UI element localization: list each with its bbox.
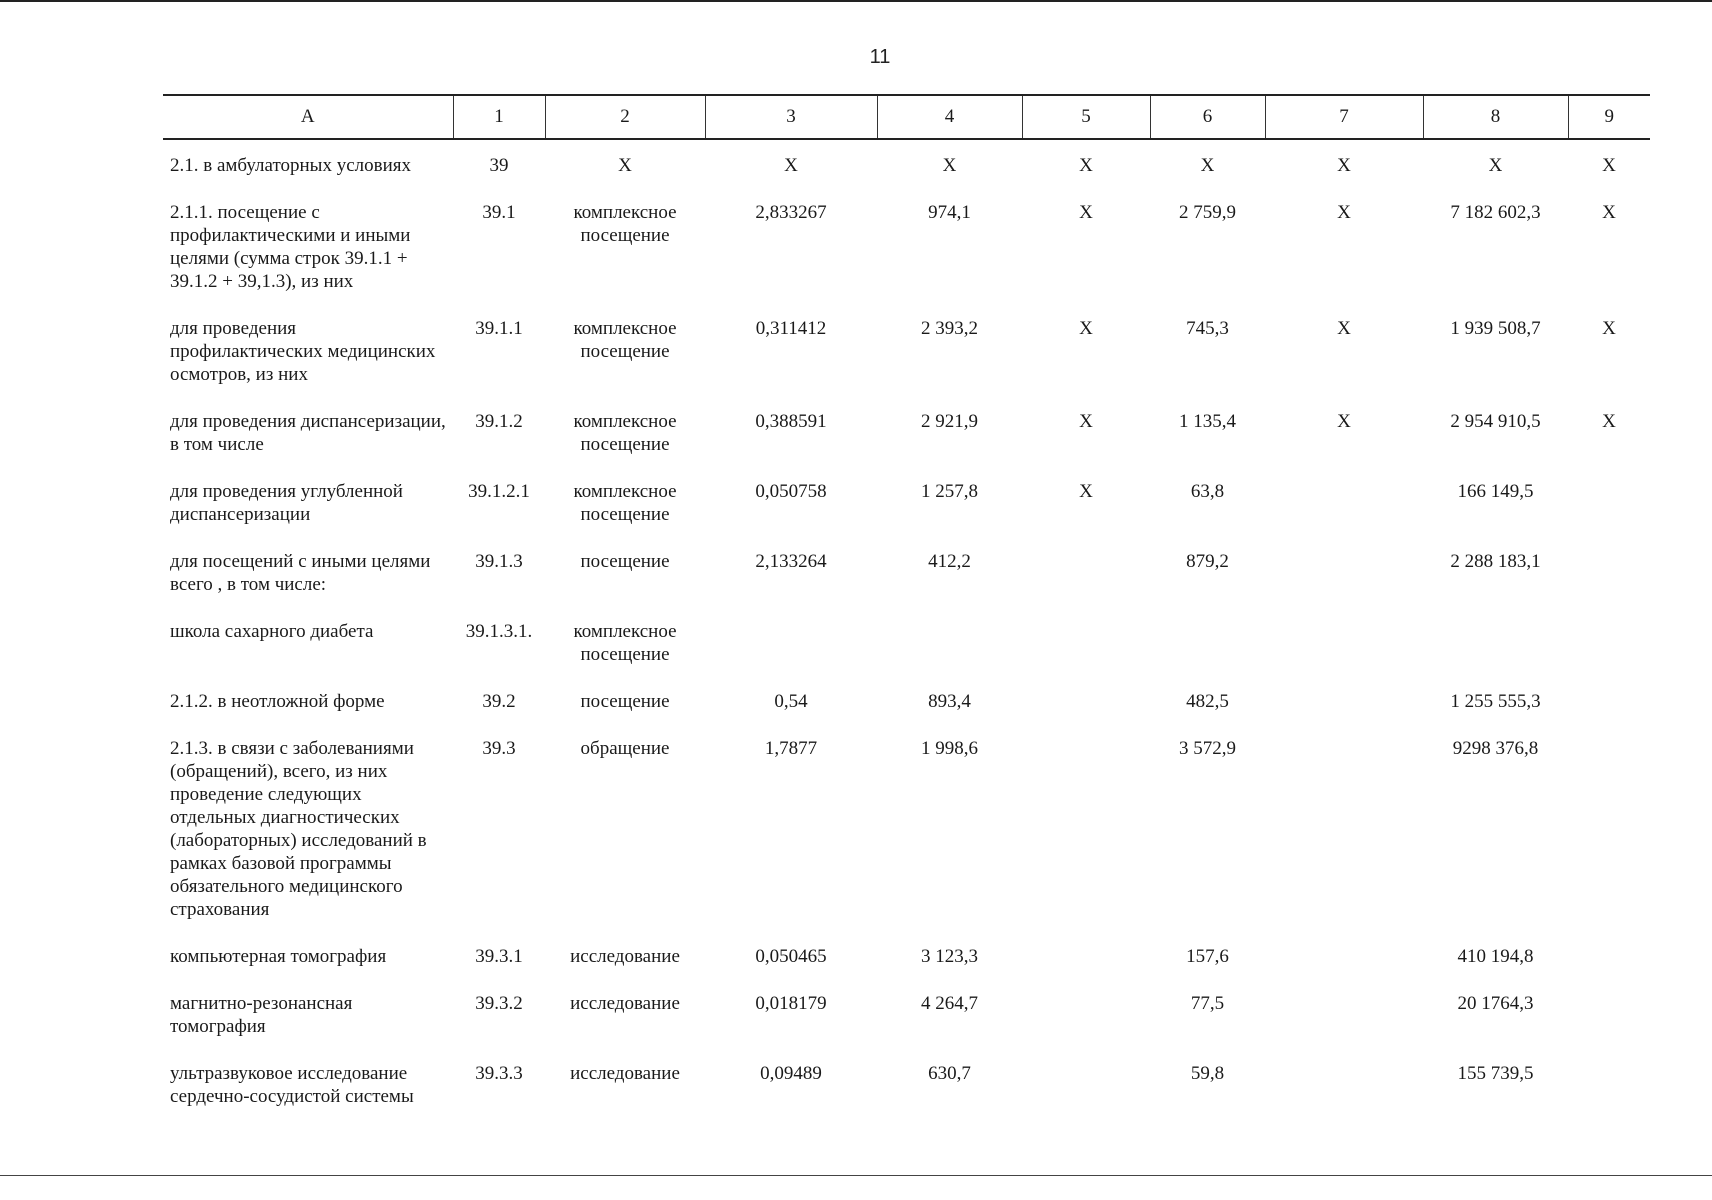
table-cell	[1568, 536, 1650, 606]
table-cell: 39.3.2	[475, 993, 523, 1014]
table-row	[163, 978, 1650, 1048]
row-label-cell: для посещений с иными целями всего , в том числе:	[170, 551, 431, 595]
table-cell	[1265, 676, 1423, 723]
table-cell: 39	[489, 155, 509, 176]
table-cell: 39.1	[482, 202, 516, 223]
table-cell: Х	[1337, 202, 1351, 223]
bottom-border-line	[0, 1175, 1712, 1176]
table-cell: посещение	[580, 691, 670, 712]
table-cell	[1022, 606, 1150, 676]
column-header: 5	[1022, 95, 1150, 139]
table-cell: 0,54	[774, 691, 808, 712]
column-header: 4	[877, 95, 1022, 139]
data-table	[163, 94, 1650, 1118]
table-cell	[1265, 978, 1423, 1048]
table-cell	[1022, 978, 1150, 1048]
table-cell: 155 739,5	[1457, 1063, 1534, 1084]
table-cell: исследование	[570, 993, 680, 1014]
table-cell: 59,8	[1190, 1063, 1225, 1084]
top-border-line	[0, 0, 1712, 2]
table-row	[163, 931, 1650, 978]
table-cell: 974,1	[928, 202, 971, 223]
table-cell	[877, 606, 1022, 676]
table-cell: 77,5	[1190, 993, 1225, 1014]
table-row	[163, 187, 1650, 303]
table-cell: 0,09489	[760, 1063, 822, 1084]
table-cell: 630,7	[928, 1063, 971, 1084]
table-cell	[1022, 536, 1150, 606]
table-row	[163, 303, 1650, 396]
table-cell: Х	[942, 155, 957, 176]
table-cell	[1265, 931, 1423, 978]
table-cell	[1265, 1048, 1423, 1118]
table-cell	[1150, 606, 1265, 676]
table-cell: 39.3.3	[475, 1063, 523, 1084]
table-cell: 0,050465	[755, 946, 827, 967]
table-row	[163, 1048, 1650, 1118]
table-cell: Х	[1602, 318, 1616, 339]
table-cell	[1568, 466, 1650, 536]
table-cell: Х	[1337, 155, 1351, 176]
table-cell: Х	[1200, 155, 1215, 176]
table-cell: 482,5	[1186, 691, 1229, 712]
table-cell: комплексное посещение	[573, 621, 677, 665]
page-number: 11	[869, 46, 891, 68]
table-row	[163, 396, 1650, 466]
table-cell	[1022, 676, 1150, 723]
table-cell: 1 135,4	[1179, 411, 1236, 432]
table-cell	[1265, 723, 1423, 931]
table-cell	[1265, 466, 1423, 536]
table-cell: комплексное посещение	[573, 202, 677, 246]
column-header: 7	[1265, 95, 1423, 139]
table-cell: 39.3.1	[475, 946, 523, 967]
table-cell: 166 149,5	[1457, 481, 1534, 502]
row-label-cell: 2.1. в амбулаторных условиях	[170, 155, 411, 176]
table-cell: 2,833267	[755, 202, 827, 223]
table-cell: 39.1.2.1	[468, 481, 530, 502]
table-cell: 157,6	[1186, 946, 1229, 967]
table-row	[163, 606, 1650, 676]
table-cell: Х	[1337, 318, 1351, 339]
row-label-cell: для проведения профилактических медицинских осмотров, из них	[170, 318, 436, 385]
table-cell: 39.2	[482, 691, 516, 712]
table-cell	[1568, 931, 1650, 978]
table-row	[163, 723, 1650, 931]
table-cell: 2 393,2	[921, 318, 978, 339]
table-row	[163, 466, 1650, 536]
row-label-cell: для проведения углубленной диспансеризации	[170, 481, 403, 525]
row-label-cell: магнитно-резонансная томография	[170, 993, 353, 1037]
column-header: А	[163, 95, 453, 139]
table-cell: 2 288 183,1	[1450, 551, 1541, 572]
table-cell: 3 572,9	[1179, 738, 1236, 759]
column-header: 8	[1423, 95, 1568, 139]
table-row	[163, 536, 1650, 606]
table-cell: 39.1.1	[475, 318, 523, 339]
table-body	[163, 139, 1650, 1118]
table-cell: 1 255 555,3	[1450, 691, 1541, 712]
table-cell	[1022, 723, 1150, 931]
table-cell	[1265, 536, 1423, 606]
table-cell: Х	[784, 155, 798, 176]
table-cell: 3 123,3	[921, 946, 978, 967]
table-cell: 410 194,8	[1457, 946, 1534, 967]
table-cell: 39.1.3.1.	[465, 621, 533, 642]
table-cell: 9298 376,8	[1452, 738, 1539, 759]
column-header: 3	[705, 95, 877, 139]
table-cell: Х	[1602, 202, 1616, 223]
table-cell: Х	[1079, 318, 1093, 339]
table-cell	[1568, 723, 1650, 931]
table-cell: комплексное посещение	[573, 318, 677, 362]
table-cell: 745,3	[1186, 318, 1229, 339]
column-header: 2	[545, 95, 705, 139]
table-cell	[1423, 606, 1568, 676]
table-cell: 1 257,8	[921, 481, 978, 502]
table-cell: 39.1.3	[475, 551, 523, 572]
row-label-cell: 2.1.1. посещение с профилактическими и иными целями (сумма строк 39.1.1 + 39.1.2 + 39,1.3), из них	[170, 202, 411, 292]
row-label-cell: ультразвуковое исследование сердечно-сосудистой системы	[170, 1063, 414, 1107]
table-cell: исследование	[570, 946, 680, 967]
table-cell	[1568, 676, 1650, 723]
table-header-row	[163, 95, 1650, 139]
table-cell: посещение	[580, 551, 670, 572]
row-label-cell: 2.1.2. в неотложной форме	[170, 691, 385, 712]
table-cell: 0,018179	[755, 993, 827, 1014]
table-cell: 4 264,7	[921, 993, 978, 1014]
table-cell	[1265, 606, 1423, 676]
table-cell: 879,2	[1186, 551, 1229, 572]
table-cell: 2 954 910,5	[1450, 411, 1541, 432]
table-cell: Х	[1337, 411, 1351, 432]
table-cell	[1022, 931, 1150, 978]
row-label-cell: компьютерная томография	[170, 946, 387, 967]
table-cell: Х	[1079, 202, 1093, 223]
table-cell: обращение	[580, 738, 670, 759]
table-cell: Х	[1602, 155, 1616, 176]
table-cell: Х	[1079, 411, 1093, 432]
table-cell: 2,133264	[755, 551, 827, 572]
table-cell: 0,311412	[755, 318, 827, 339]
row-label-cell: школа сахарного диабета	[170, 621, 374, 642]
table-cell: 20 1764,3	[1457, 993, 1534, 1014]
table-cell: Х	[618, 155, 632, 176]
column-header: 6	[1150, 95, 1265, 139]
table-cell	[1568, 978, 1650, 1048]
table-cell: 63,8	[1190, 481, 1225, 502]
table-cell: комплексное посещение	[573, 481, 677, 525]
column-header: 9	[1568, 95, 1650, 139]
table-cell: 0,388591	[755, 411, 827, 432]
table-cell: 412,2	[928, 551, 971, 572]
table-cell	[1022, 1048, 1150, 1118]
table-cell: исследование	[570, 1063, 680, 1084]
table-cell: 1 998,6	[921, 738, 978, 759]
table-cell: 893,4	[928, 691, 971, 712]
table-cell: 0,050758	[755, 481, 827, 502]
table-cell	[1568, 606, 1650, 676]
table-cell: Х	[1602, 411, 1616, 432]
table-row	[163, 139, 1650, 187]
table-cell: 1 939 508,7	[1450, 318, 1541, 339]
table-cell	[1568, 1048, 1650, 1118]
table-cell: Х	[1079, 155, 1093, 176]
table-cell: комплексное посещение	[573, 411, 677, 455]
column-header: 1	[453, 95, 545, 139]
row-label-cell: для проведения диспансеризации, в том числе	[170, 411, 446, 455]
table-cell: 39.1.2	[475, 411, 523, 432]
table-cell: Х	[1488, 155, 1503, 176]
table-row	[163, 676, 1650, 723]
table-cell: 1,7877	[764, 738, 818, 759]
row-label-cell: 2.1.3. в связи с заболеваниями (обращений), всего, из них проведение следующих отдельных диагностических (лабораторных) исследований в рамках базовой программы обязательного медицинского страхования	[170, 738, 427, 920]
table-cell	[705, 606, 877, 676]
table-cell: 2 759,9	[1179, 202, 1236, 223]
table-cell: 39.3	[482, 738, 516, 759]
table-cell: Х	[1079, 481, 1093, 502]
table-cell: 2 921,9	[921, 411, 978, 432]
table-cell: 7 182 602,3	[1450, 202, 1541, 223]
